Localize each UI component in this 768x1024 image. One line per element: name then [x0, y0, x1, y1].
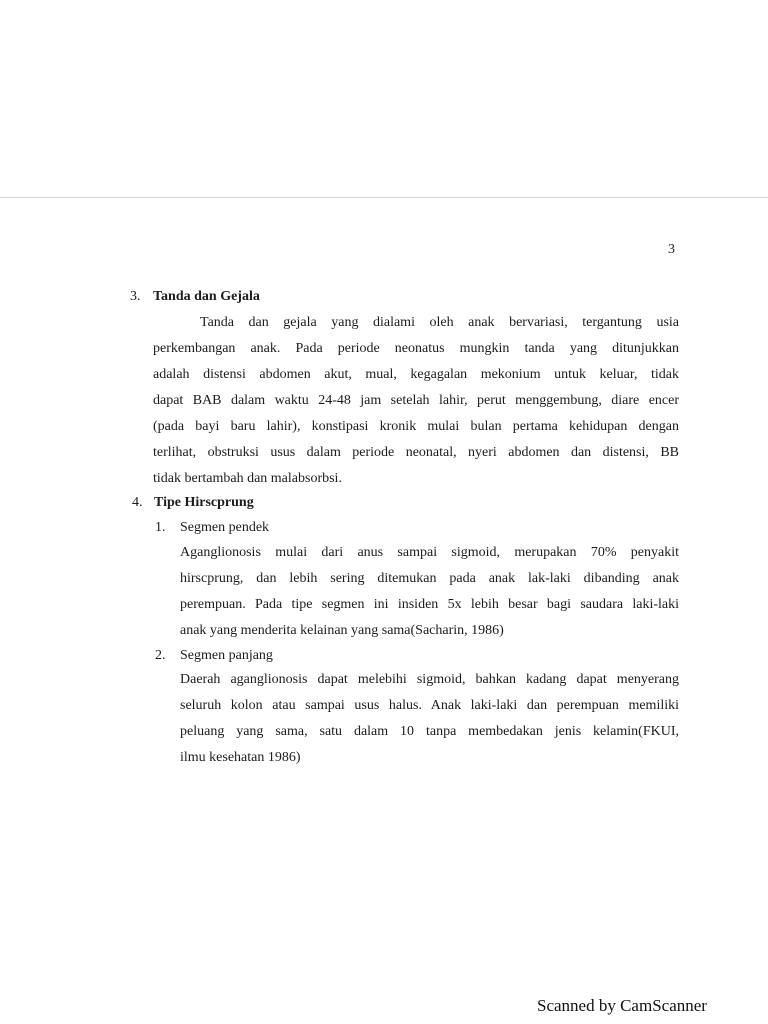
paragraph-line: (pada bayi baru lahir), konstipasi kronik mulai bulan pertama kehidupan dengan: [153, 419, 679, 434]
paragraph-line: hirscprung, dan lebih sering ditemukan pada anak lak-laki dibanding anak: [180, 571, 679, 586]
paragraph-line: Daerah aganglionosis dapat melebihi sigmoid, bahkan kadang dapat menyerang: [180, 672, 679, 687]
section-3-paragraph: [153, 310, 679, 492]
subsection-1-paragraph: [180, 540, 679, 644]
scanner-watermark: Scanned by CamScanner: [537, 996, 707, 1015]
subsection-1-heading: [155, 520, 455, 538]
page-edge-line: [0, 197, 768, 198]
paragraph-line: peluang yang sama, satu dalam 10 tanpa membedakan jenis kelamin(FKUI,: [180, 724, 679, 739]
paragraph-line: perempuan. Pada tipe segmen ini insiden 5x lebih besar bagi saudara laki-laki: [180, 597, 679, 612]
paragraph-line: anak yang menderita kelainan yang sama(Sacharin, 1986): [180, 623, 504, 638]
section-3-title: Tanda dan Gejala: [153, 289, 260, 304]
subsection-2-title: Segmen panjang: [180, 648, 273, 663]
paragraph-line: Tanda dan gejala yang dialami oleh anak bervariasi, tergantung usia: [200, 315, 679, 330]
subsection-2-heading: [155, 648, 455, 666]
paragraph-line: Aganglionosis mulai dari anus sampai sigmoid, merupakan 70% penyakit: [180, 545, 679, 560]
page-number: 3: [668, 242, 675, 257]
subsection-1-title: Segmen pendek: [180, 520, 270, 535]
subsection-2-number: 2.: [155, 648, 166, 663]
paragraph-line: terlihat, obstruksi usus dalam periode neonatal, nyeri abdomen dan distensi, BB: [153, 445, 679, 460]
paragraph-line: perkembangan anak. Pada periode neonatus mungkin tanda yang ditunjukkan: [153, 341, 679, 356]
section-4-heading: [132, 495, 432, 513]
paragraph-line: tidak bertambah dan malabsorbsi.: [153, 471, 342, 486]
subsection-1-number: 1.: [155, 520, 166, 535]
section-4-title: Tipe Hirscprung: [154, 495, 254, 510]
paragraph-line: adalah distensi abdomen akut, mual, kegagalan mekonium untuk keluar, tidak: [153, 367, 679, 382]
paragraph-line: dapat BAB dalam waktu 24-48 jam setelah lahir, perut menggembung, diare encer: [153, 393, 679, 408]
section-3-number: 3.: [130, 289, 141, 304]
section-4-number: 4.: [132, 495, 143, 510]
subsection-2-paragraph: [180, 667, 679, 771]
paragraph-line: ilmu kesehatan 1986): [180, 750, 301, 765]
section-3-heading: [130, 289, 430, 307]
paragraph-line: seluruh kolon atau sampai usus halus. Anak laki-laki dan perempuan memiliki: [180, 698, 679, 713]
